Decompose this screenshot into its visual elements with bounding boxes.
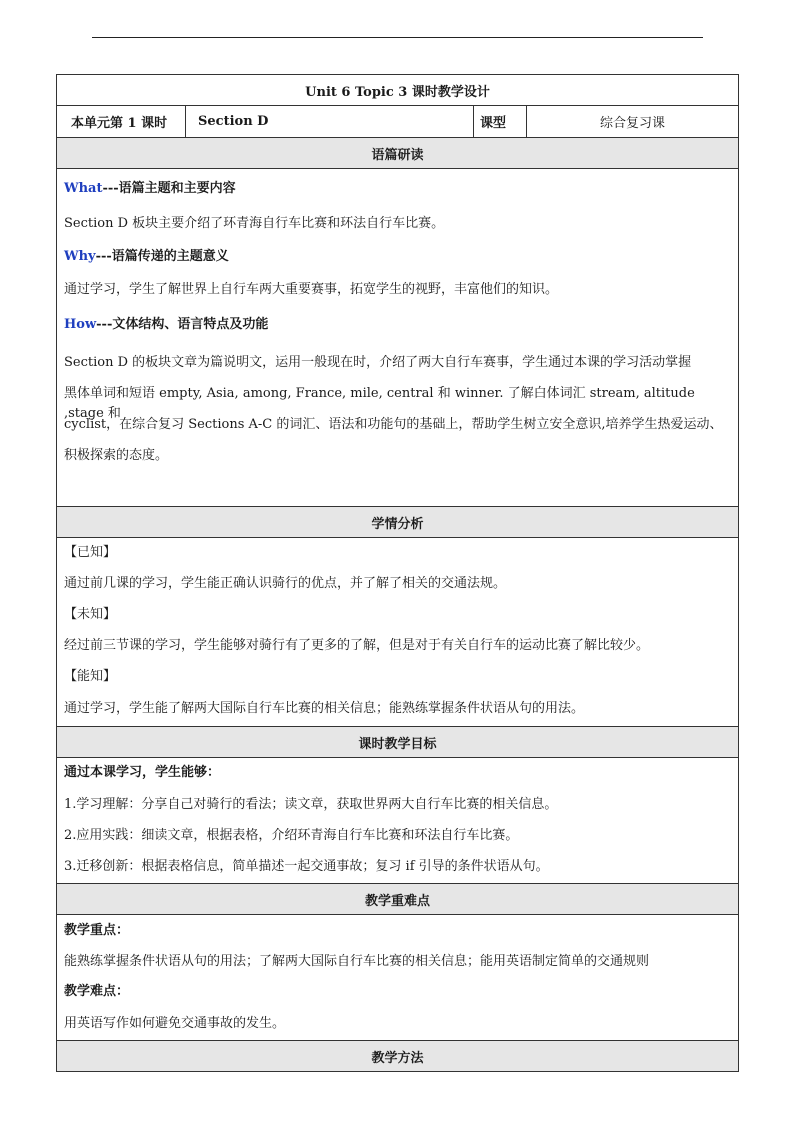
section-heading-methods: 教学方法	[57, 1041, 739, 1072]
known-label: 【已知】	[64, 545, 117, 560]
difficulty-text: 用英语写作如何避免交通事故的发生。	[64, 1016, 286, 1031]
section-heading-key-points: 教学重难点	[57, 884, 739, 915]
document-title: Unit 6 Topic 3 课时教学设计	[57, 75, 739, 106]
type-label: 课型	[474, 106, 527, 138]
why-key: Why	[64, 249, 96, 264]
objective-item: 3.迁移创新：根据表格信息，简单描述一起交通事故；复习 if 引导的条件状语从句。	[64, 859, 549, 874]
objective-item: 2.应用实践：细读文章，根据表格，介绍环青海自行车比赛和环法自行车比赛。	[64, 828, 519, 843]
how-key: How	[64, 317, 97, 332]
how-line: Section D 的板块文章为篇说明文，运用一般现在时，介绍了两大自行车赛事，学生通过本课的学习活动掌握	[64, 355, 692, 370]
how-rest: ---文体结构、语言特点及功能	[96, 317, 269, 332]
focus-label: 教学重点：	[64, 923, 130, 938]
section-value: Section D	[186, 106, 474, 138]
objectives-body	[57, 758, 739, 884]
what-heading	[64, 179, 236, 199]
objective-item: 1.学习理解：分享自己对骑行的看法；读文章，获取世界两大自行车比赛的相关信息。	[64, 797, 558, 812]
learner-analysis-body	[57, 538, 739, 727]
section-heading-objectives: 课时教学目标	[57, 727, 739, 758]
unknown-label: 【未知】	[64, 607, 117, 622]
objectives-intro: 通过本课学习，学生能够：	[64, 765, 221, 780]
difficulty-label: 教学难点：	[64, 984, 130, 999]
why-rest: ---语篇传递的主题意义	[95, 249, 229, 264]
text-study-body	[57, 169, 739, 507]
why-heading	[64, 247, 229, 267]
what-rest: ---语篇主题和主要内容	[102, 181, 236, 196]
able-text: 通过学习，学生能了解两大国际自行车比赛的相关信息；能熟练掌握条件状语从句的用法。	[64, 701, 585, 716]
how-line: 积极探索的态度。	[64, 448, 169, 463]
unknown-text: 经过前三节课的学习，学生能够对骑行有了更多的了解，但是对于有关自行车的运动比赛了解比较少。	[64, 638, 650, 653]
how-line: 黑体单词和短语 empty, Asia, among, France, mile, central 和 winner. 了解白体词汇 stream, altitude ,stage 和	[64, 386, 695, 421]
type-value: 综合复习课	[527, 106, 739, 138]
how-heading	[64, 315, 268, 335]
known-text: 通过前几课的学习，学生能正确认识骑行的优点，并了解了相关的交通法规。	[64, 576, 507, 591]
lesson-plan-table	[56, 74, 739, 1072]
what-key: What	[64, 181, 103, 196]
how-line: cyclist，在综合复习 Sections A-C 的词汇、语法和功能句的基础上，帮助学生树立安全意识,培养学生热爱运动、	[64, 417, 723, 432]
focus-text: 能熟练掌握条件状语从句的用法；了解两大国际自行车比赛的相关信息；能用英语制定简单的交通规则	[64, 954, 650, 969]
able-label: 【能知】	[64, 669, 117, 684]
header-rule	[92, 37, 703, 38]
section-heading-learner-analysis: 学情分析	[57, 507, 739, 538]
section-heading-text-study: 语篇研读	[57, 138, 739, 169]
period-label: 本单元第 1 课时	[57, 106, 186, 138]
why-content: 通过学习，学生了解世界上自行车两大重要赛事，拓宽学生的视野，丰富他们的知识。	[64, 282, 559, 297]
key-points-body	[57, 915, 739, 1041]
what-content: Section D 板块主要介绍了环青海自行车比赛和环法自行车比赛。	[64, 216, 445, 231]
